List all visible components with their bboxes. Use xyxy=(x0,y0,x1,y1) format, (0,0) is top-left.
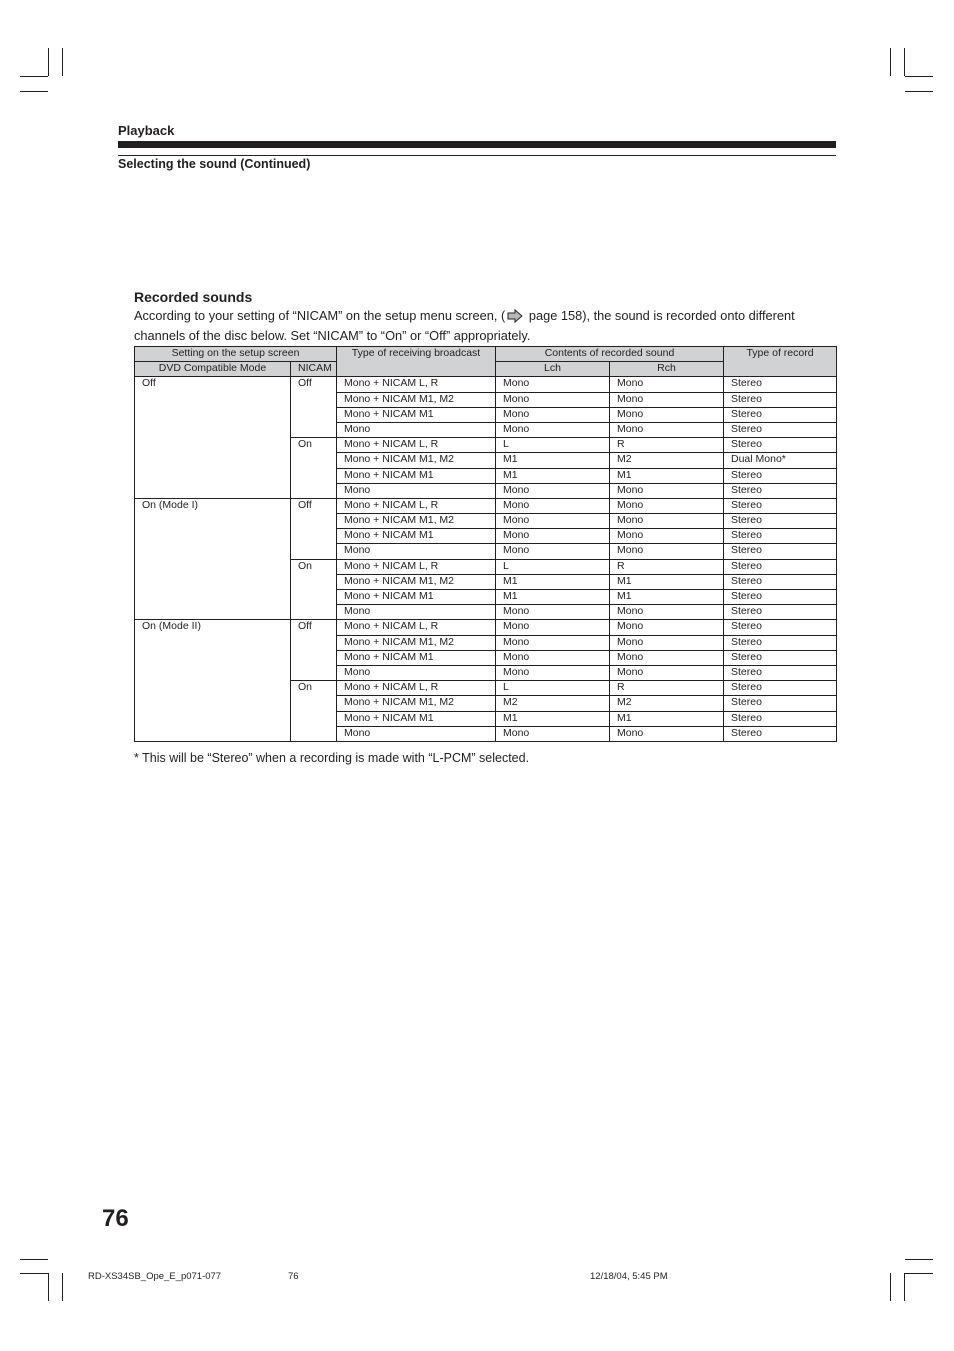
record-type-cell: Stereo xyxy=(724,681,837,696)
broadcast-cell: Mono + NICAM M1, M2 xyxy=(337,635,496,650)
lch-cell: M1 xyxy=(496,574,610,589)
rch-cell: Mono xyxy=(610,635,724,650)
rch-cell: R xyxy=(610,559,724,574)
footnote: * This will be “Stereo” when a recording is made with “L-PCM” selected. xyxy=(134,751,530,765)
section-label: Playback xyxy=(118,123,175,138)
record-type-cell: Stereo xyxy=(724,574,837,589)
broadcast-cell: Mono + NICAM M1, M2 xyxy=(337,696,496,711)
slug-page: 76 xyxy=(288,1271,299,1282)
slug-file: RD-XS34SB_Ope_E_p071-077 xyxy=(88,1271,222,1282)
nicam-cell: Off xyxy=(291,620,337,681)
broadcast-cell: Mono xyxy=(337,483,496,498)
intro-paragraph xyxy=(134,308,838,344)
nicam-cell: Off xyxy=(291,377,337,438)
header-rch: Rch xyxy=(610,362,724,377)
broadcast-cell: Mono + NICAM M1 xyxy=(337,468,496,483)
broadcast-cell: Mono + NICAM L, R xyxy=(337,498,496,513)
dvd-mode-cell: On (Mode I) xyxy=(135,498,291,620)
record-type-cell: Stereo xyxy=(724,468,837,483)
record-type-cell: Stereo xyxy=(724,696,837,711)
header-broadcast: Type of receiving broadcast xyxy=(337,347,496,377)
header-nicam: NICAM xyxy=(291,362,337,377)
dvd-mode-cell: On (Mode II) xyxy=(135,620,291,742)
dvd-mode-cell: Off xyxy=(135,377,291,499)
broadcast-cell: Mono + NICAM L, R xyxy=(337,377,496,392)
broadcast-cell: Mono + NICAM L, R xyxy=(337,559,496,574)
page-number: 76 xyxy=(102,1205,129,1232)
record-type-cell: Stereo xyxy=(724,726,837,741)
broadcast-cell: Mono + NICAM M1, M2 xyxy=(337,453,496,468)
rch-cell: Mono xyxy=(610,422,724,437)
lch-cell: M1 xyxy=(496,453,610,468)
lch-cell: Mono xyxy=(496,377,610,392)
header-record-type: Type of record xyxy=(724,347,837,377)
nicam-cell: Off xyxy=(291,498,337,559)
record-type-cell: Stereo xyxy=(724,544,837,559)
rch-cell: Mono xyxy=(610,665,724,680)
rch-cell: M1 xyxy=(610,711,724,726)
lch-cell: L xyxy=(496,681,610,696)
rch-cell: M1 xyxy=(610,468,724,483)
record-type-cell: Stereo xyxy=(724,422,837,437)
lch-cell: Mono xyxy=(496,483,610,498)
arrow-right-icon xyxy=(507,309,523,328)
table-body xyxy=(135,377,837,742)
rch-cell: Mono xyxy=(610,529,724,544)
record-type-cell: Stereo xyxy=(724,377,837,392)
record-type-cell: Stereo xyxy=(724,650,837,665)
lch-cell: Mono xyxy=(496,605,610,620)
broadcast-cell: Mono + NICAM M1, M2 xyxy=(337,514,496,529)
lch-cell: Mono xyxy=(496,726,610,741)
lch-cell: Mono xyxy=(496,498,610,513)
record-type-cell: Stereo xyxy=(724,590,837,605)
broadcast-cell: Mono + NICAM L, R xyxy=(337,620,496,635)
record-type-cell: Stereo xyxy=(724,514,837,529)
broadcast-cell: Mono + NICAM M1 xyxy=(337,407,496,422)
record-type-cell: Stereo xyxy=(724,605,837,620)
table-row xyxy=(135,620,837,635)
table-row xyxy=(135,377,837,392)
broadcast-cell: Mono xyxy=(337,726,496,741)
header-rule-thick xyxy=(118,141,836,148)
broadcast-cell: Mono + NICAM M1 xyxy=(337,529,496,544)
record-type-cell: Stereo xyxy=(724,407,837,422)
lch-cell: M2 xyxy=(496,696,610,711)
nicam-cell: On xyxy=(291,681,337,742)
rch-cell: Mono xyxy=(610,514,724,529)
nicam-cell: On xyxy=(291,438,337,499)
record-type-cell: Stereo xyxy=(724,620,837,635)
header-setting: Setting on the setup screen xyxy=(135,347,337,362)
broadcast-cell: Mono + NICAM L, R xyxy=(337,681,496,696)
record-type-cell: Stereo xyxy=(724,635,837,650)
record-type-cell: Stereo xyxy=(724,529,837,544)
page-subtitle: Selecting the sound (Continued) xyxy=(118,157,311,171)
intro-text-part1: According to your setting of “NICAM” on the setup menu screen, ( xyxy=(134,308,506,323)
broadcast-cell: Mono + NICAM M1 xyxy=(337,590,496,605)
rch-cell: M1 xyxy=(610,590,724,605)
lch-cell: Mono xyxy=(496,544,610,559)
broadcast-cell: Mono xyxy=(337,544,496,559)
header-rule-thin xyxy=(118,155,836,156)
rch-cell: Mono xyxy=(610,650,724,665)
record-type-cell: Dual Mono* xyxy=(724,453,837,468)
rch-cell: Mono xyxy=(610,605,724,620)
lch-cell: Mono xyxy=(496,665,610,680)
lch-cell: L xyxy=(496,559,610,574)
lch-cell: Mono xyxy=(496,620,610,635)
lch-cell: Mono xyxy=(496,514,610,529)
record-type-cell: Stereo xyxy=(724,483,837,498)
lch-cell: L xyxy=(496,438,610,453)
record-type-cell: Stereo xyxy=(724,711,837,726)
lch-cell: Mono xyxy=(496,529,610,544)
rch-cell: Mono xyxy=(610,498,724,513)
broadcast-cell: Mono xyxy=(337,605,496,620)
record-type-cell: Stereo xyxy=(724,665,837,680)
rch-cell: Mono xyxy=(610,620,724,635)
rch-cell: Mono xyxy=(610,544,724,559)
lch-cell: M1 xyxy=(496,711,610,726)
header-contents: Contents of recorded sound xyxy=(496,347,724,362)
broadcast-cell: Mono + NICAM L, R xyxy=(337,438,496,453)
table-row xyxy=(135,498,837,513)
rch-cell: R xyxy=(610,681,724,696)
lch-cell: M1 xyxy=(496,590,610,605)
record-type-cell: Stereo xyxy=(724,559,837,574)
recorded-sounds-table xyxy=(134,346,837,742)
lch-cell: Mono xyxy=(496,650,610,665)
rch-cell: M2 xyxy=(610,696,724,711)
broadcast-cell: Mono xyxy=(337,665,496,680)
broadcast-cell: Mono + NICAM M1 xyxy=(337,650,496,665)
broadcast-cell: Mono + NICAM M1, M2 xyxy=(337,392,496,407)
header-dvd-mode: DVD Compatible Mode xyxy=(135,362,291,377)
lch-cell: Mono xyxy=(496,407,610,422)
rch-cell: Mono xyxy=(610,726,724,741)
rch-cell: R xyxy=(610,438,724,453)
rch-cell: Mono xyxy=(610,407,724,422)
broadcast-cell: Mono + NICAM M1 xyxy=(337,711,496,726)
broadcast-cell: Mono + NICAM M1, M2 xyxy=(337,574,496,589)
rch-cell: Mono xyxy=(610,377,724,392)
lch-cell: M1 xyxy=(496,468,610,483)
lch-cell: Mono xyxy=(496,635,610,650)
lch-cell: Mono xyxy=(496,392,610,407)
broadcast-cell: Mono xyxy=(337,422,496,437)
rch-cell: M1 xyxy=(610,574,724,589)
record-type-cell: Stereo xyxy=(724,392,837,407)
header-lch: Lch xyxy=(496,362,610,377)
lch-cell: Mono xyxy=(496,422,610,437)
record-type-cell: Stereo xyxy=(724,438,837,453)
rch-cell: Mono xyxy=(610,483,724,498)
rch-cell: M2 xyxy=(610,453,724,468)
intro-text-part2: page 158), the sound is recorded onto different channels of the disc below. Set “NICAM” to “On” or “Off” appropriately. xyxy=(134,308,795,343)
record-type-cell: Stereo xyxy=(724,498,837,513)
nicam-cell: On xyxy=(291,559,337,620)
rch-cell: Mono xyxy=(610,392,724,407)
recorded-sounds-heading: Recorded sounds xyxy=(134,289,253,305)
slug-timestamp: 12/18/04, 5:45 PM xyxy=(590,1271,668,1282)
